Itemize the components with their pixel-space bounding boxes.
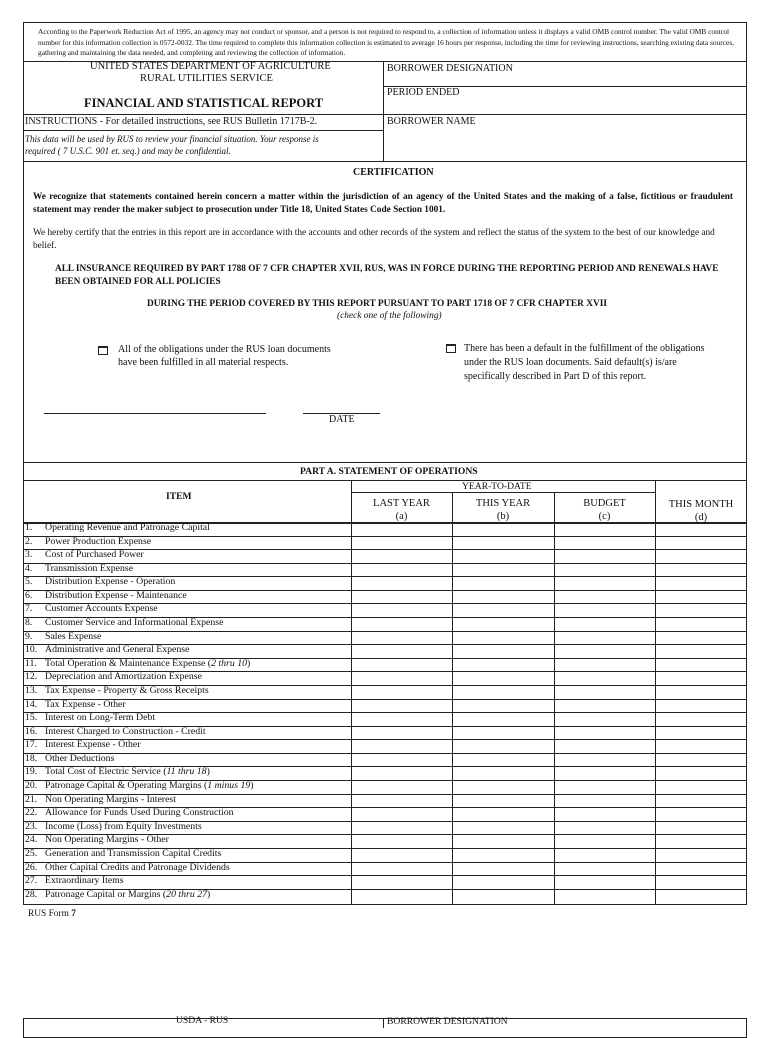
col-last-year: LAST YEAR (a) (373, 498, 430, 522)
table-cell-input[interactable] (351, 563, 452, 577)
table-cell-input[interactable] (452, 549, 554, 563)
table-row-label (45, 875, 124, 886)
row-number: 5. (25, 576, 33, 588)
row-label-text: Income (Loss) from Equity Investments (45, 820, 202, 832)
table-cell-input[interactable] (554, 739, 655, 753)
table-cell-input[interactable] (554, 671, 655, 685)
table-cell-input[interactable] (655, 834, 747, 848)
row-number: 19. (25, 766, 38, 778)
agency-line2: RURAL UTILITIES SERVICE (140, 73, 273, 84)
row-number: 17. (25, 739, 38, 751)
row-label-text: Non Operating Margins - Interest (45, 793, 176, 805)
usage-note-line2: required ( 7 U.S.C. 901 et. seq.) and may be confidential. (25, 146, 231, 156)
table-row-label (45, 671, 202, 682)
row-label-text: Interest Charged to Construction - Credit (45, 725, 206, 737)
row-number: 7. (25, 603, 33, 615)
instructions: INSTRUCTIONS - For detailed instructions, see RUS Bulletin 1717B-2. (25, 116, 318, 127)
table-cell-input[interactable] (351, 617, 452, 631)
row-label-text: Interest on Long-Term Debt (45, 712, 156, 724)
table-row-label (45, 576, 175, 587)
table-cell-input[interactable] (452, 875, 554, 889)
row-label-close: ) (207, 888, 211, 900)
part-a-title: PART A. STATEMENT OF OPERATIONS (300, 466, 478, 477)
table-row-label (45, 753, 114, 764)
table-cell-input[interactable] (554, 699, 655, 713)
row-label-text: Patronage Capital or Margins ( (45, 888, 167, 900)
table-cell-input[interactable] (351, 862, 452, 876)
table-cell-input[interactable] (554, 875, 655, 889)
row-number: 27. (25, 875, 38, 887)
row-number: 2. (25, 535, 33, 547)
paperwork-notice: According to the Paperwork Reduction Act of 1995, an agency may not conduct or sponsor, and a person is not required to respond to, a collection of information unless it displays a valid OMB control number. The valid OMB control number for this information collection is 0572-0032. The time required to complete this information collection is estimated to average 16 hours per response, including the time for reviewing instructions, searching existing data sources, gathering and maintaining the data needed, and completing and reviewing the collection of information. (38, 27, 735, 57)
row-label-text: Distribution Expense - Operation (45, 576, 176, 588)
certification-statement: We hereby certify that the entries in this report are in accordance with the accounts and other records of the system and reflect the status of the system to the best of our knowledge and belief. (33, 228, 715, 251)
table-cell-input[interactable] (452, 807, 554, 821)
table-cell-input[interactable] (351, 671, 452, 685)
form-label: RUS Form 7 (28, 909, 76, 919)
row-number: 8. (25, 617, 33, 629)
table-cell-input[interactable] (655, 536, 747, 550)
table-cell-input[interactable] (452, 821, 554, 835)
table-row-label (45, 766, 210, 777)
table-cell-input[interactable] (655, 753, 747, 767)
option2-line3: specifically described in Part D of this report. (464, 371, 647, 382)
table-row-label (45, 563, 133, 574)
row-label-text: Tax Expense - Other (45, 698, 126, 710)
table-cell-input[interactable] (452, 590, 554, 604)
table-cell-input[interactable] (452, 739, 554, 753)
row-number: 28. (25, 888, 38, 900)
row-label-text: Distribution Expense - Maintenance (45, 589, 187, 601)
row-label-text: Customer Service and Informational Expense (45, 617, 224, 629)
row-number: 12. (25, 671, 38, 683)
table-cell-input[interactable] (554, 590, 655, 604)
option1-line1: All of the obligations under the RUS loan documents (118, 344, 331, 355)
table-cell-input[interactable] (554, 821, 655, 835)
row-label-text: Allowance for Funds Used During Construction (45, 807, 234, 819)
row-label-text: Other Deductions (45, 752, 115, 764)
table-cell-input[interactable] (655, 658, 747, 672)
table-cell-input[interactable] (452, 726, 554, 740)
table-row-label (45, 794, 176, 805)
table-cell-input[interactable] (655, 549, 747, 563)
table-row-label (45, 848, 221, 859)
row-number: 26. (25, 861, 38, 873)
table-cell-input[interactable] (554, 658, 655, 672)
row-number: 3. (25, 549, 33, 561)
table-cell-input[interactable] (351, 875, 452, 889)
table-cell-input[interactable] (554, 712, 655, 726)
row-label-note: 20 thru 27 (166, 888, 207, 900)
table-cell-input[interactable] (655, 563, 747, 577)
table-cell-input[interactable] (655, 590, 747, 604)
row-label-text: Sales Expense (45, 630, 102, 642)
table-cell-input[interactable] (351, 549, 452, 563)
table-cell-input[interactable] (655, 671, 747, 685)
table-row-label (45, 712, 155, 723)
row-label-text: Extraordinary Items (45, 875, 124, 887)
table-cell-input[interactable] (452, 658, 554, 672)
table-cell-input[interactable] (554, 780, 655, 794)
row-number: 9. (25, 630, 33, 642)
period-ended-label: PERIOD ENDED (387, 87, 460, 98)
next-page-box (23, 1018, 747, 1038)
obligations-fulfilled-checkbox[interactable] (98, 346, 108, 355)
row-label-text: Transmission Expense (45, 562, 134, 574)
row-number: 14. (25, 698, 38, 710)
table-row-label (45, 821, 202, 832)
table-row-label (45, 726, 206, 737)
table-cell-input[interactable] (655, 726, 747, 740)
table-cell-input[interactable] (351, 712, 452, 726)
row-number: 18. (25, 752, 38, 764)
table-cell-input[interactable] (554, 685, 655, 699)
table-cell-input[interactable] (452, 862, 554, 876)
col-this-year: THIS YEAR (b) (475, 498, 531, 522)
row-label-close: ) (206, 766, 210, 778)
table-cell-input[interactable] (351, 576, 452, 590)
row-number: 16. (25, 725, 38, 737)
table-cell-input[interactable] (351, 780, 452, 794)
table-row-label (45, 590, 187, 601)
table-cell-input[interactable] (452, 563, 554, 577)
table-cell-input[interactable] (351, 794, 452, 808)
table-row-label (45, 685, 209, 696)
option2-line2: under the RUS loan documents. Said default(s) is/are (464, 357, 677, 368)
certification-warning: We recognize that statements contained herein concern a matter within the jurisdiction of an agency of the United States and the making of a false, fictitious or fraudulent statement may render the maker subject to prosecution under Title 18, United States Code Section 1001. (33, 192, 733, 215)
usage-note-line1: This data will be used by RUS to review your financial situation. Your response is (25, 134, 319, 144)
table-cell-input[interactable] (351, 536, 452, 550)
table-row-label (45, 699, 126, 710)
row-number: 22. (25, 807, 38, 819)
table-cell-input[interactable] (452, 603, 554, 617)
table-cell-input[interactable] (554, 563, 655, 577)
table-cell-input[interactable] (351, 658, 452, 672)
table-cell-input[interactable] (655, 821, 747, 835)
table-cell-input[interactable] (554, 794, 655, 808)
table-row-label (45, 631, 101, 642)
table-cell-input[interactable] (554, 536, 655, 550)
row-label-text: Power Production Expense (45, 535, 152, 547)
table-cell-input[interactable] (554, 631, 655, 645)
table-cell-input[interactable] (554, 576, 655, 590)
table-cell-input[interactable] (655, 875, 747, 889)
table-cell-input[interactable] (452, 712, 554, 726)
table-cell-input[interactable] (351, 739, 452, 753)
table-cell-input[interactable] (554, 862, 655, 876)
row-label-text: Patronage Capital & Operating Margins ( (45, 780, 208, 792)
table-cell-input[interactable] (655, 712, 747, 726)
row-number: 24. (25, 834, 38, 846)
table-cell-input[interactable] (351, 631, 452, 645)
table-cell-input[interactable] (655, 644, 747, 658)
table-row-label (45, 739, 140, 750)
table-cell-input[interactable] (655, 807, 747, 821)
row-label-note: 2 thru 10 (211, 657, 248, 669)
table-cell-input[interactable] (452, 889, 554, 903)
table-row-label (45, 780, 254, 791)
table-cell-input[interactable] (554, 807, 655, 821)
table-cell-input[interactable] (452, 617, 554, 631)
row-number: 15. (25, 712, 38, 724)
table-cell-input[interactable] (554, 834, 655, 848)
row-number: 21. (25, 793, 38, 805)
row-number: 6. (25, 589, 33, 601)
table-cell-input[interactable] (655, 631, 747, 645)
row-label-note: 1 minus 19 (207, 780, 251, 792)
table-cell-input[interactable] (554, 644, 655, 658)
row-number: 4. (25, 562, 33, 574)
table-cell-input[interactable] (452, 631, 554, 645)
table-cell-input[interactable] (554, 617, 655, 631)
option1-line2: have been fulfilled in all material respects. (118, 357, 289, 368)
table-cell-input[interactable] (452, 671, 554, 685)
table-cell-input[interactable] (655, 603, 747, 617)
next-page-designation: BORROWER DESIGNATION (387, 1016, 508, 1027)
table-cell-input[interactable] (452, 576, 554, 590)
default-checkbox[interactable] (446, 344, 456, 353)
table-cell-input[interactable] (655, 576, 747, 590)
table-cell-input[interactable] (452, 522, 554, 536)
insurance-statement: ALL INSURANCE REQUIRED BY PART 1788 OF 7 CFR CHAPTER XVII, RUS, WAS IN FORCE DURING THE REPORTING PERIOD AND RENEWALS HAVE BEEN OBTAINED FOR ALL POLICIES (55, 264, 719, 287)
row-label-close: ) (250, 780, 254, 792)
col-this-month: THIS MONTH (d) (668, 499, 734, 523)
check-one-note: (check one of the following) (337, 311, 442, 321)
ytd-header: YEAR-TO-DATE (462, 481, 532, 492)
row-label-note: 11 thru 18 (166, 766, 207, 778)
table-row-label (45, 603, 158, 614)
table-cell-input[interactable] (554, 603, 655, 617)
row-label-text: Non Operating Margins - Other (45, 834, 169, 846)
page-title: FINANCIAL AND STATISTICAL REPORT (84, 96, 324, 110)
table-row-label (45, 536, 151, 547)
table-row-label (45, 644, 189, 655)
row-number: 11. (25, 657, 37, 669)
table-row-label (45, 862, 230, 873)
table-cell-input[interactable] (655, 522, 747, 536)
row-label-text: Customer Accounts Expense (45, 603, 158, 615)
table-row-label (45, 617, 223, 628)
table-cell-input[interactable] (655, 848, 747, 862)
row-label-text: Operating Revenue and Patronage Capital (45, 522, 210, 533)
table-cell-input[interactable] (554, 766, 655, 780)
table-cell-input[interactable] (351, 753, 452, 767)
table-cell-input[interactable] (351, 603, 452, 617)
item-header: ITEM (166, 491, 192, 502)
row-label-text: Administrative and General Expense (45, 644, 190, 656)
table-cell-input[interactable] (351, 807, 452, 821)
row-label-text: Tax Expense - Property & Gross Receipts (45, 684, 209, 696)
table-cell-input[interactable] (452, 536, 554, 550)
table-cell-input[interactable] (554, 753, 655, 767)
row-number: 20. (25, 780, 38, 792)
row-label-text: Interest Expense - Other (45, 739, 141, 751)
period-statement: DURING THE PERIOD COVERED BY THIS REPORT PURSUANT TO PART 1718 OF 7 CFR CHAPTER XVII (147, 299, 608, 309)
table-cell-input[interactable] (452, 794, 554, 808)
table-cell-input[interactable] (351, 522, 452, 536)
row-label-text: Other Capital Credits and Patronage Dividends (45, 861, 230, 873)
row-number: 1. (25, 522, 33, 533)
table-cell-input[interactable] (554, 726, 655, 740)
table-cell-input[interactable] (655, 685, 747, 699)
option2-line1: There has been a default in the fulfillment of the obligations (464, 343, 705, 354)
table-cell-input[interactable] (554, 549, 655, 563)
table-cell-input[interactable] (655, 699, 747, 713)
row-label-text: Total Operation & Maintenance Expense ( (45, 657, 212, 669)
table-cell-input[interactable] (351, 699, 452, 713)
table-cell-input[interactable] (655, 766, 747, 780)
table-cell-input[interactable] (351, 766, 452, 780)
table-cell-input[interactable] (655, 617, 747, 631)
row-label-text: Generation and Transmission Capital Credits (45, 847, 222, 859)
table-cell-input[interactable] (452, 699, 554, 713)
table-cell-input[interactable] (452, 780, 554, 794)
table-cell-input[interactable] (452, 834, 554, 848)
table-row-label (45, 889, 210, 900)
table-cell-input[interactable] (351, 644, 452, 658)
table-cell-input[interactable] (655, 739, 747, 753)
col-budget: BUDGET (c) (583, 498, 626, 522)
table-cell-input[interactable] (452, 644, 554, 658)
table-row-label (45, 658, 250, 669)
agency-line1: UNITED STATES DEPARTMENT OF AGRICULTURE (90, 61, 331, 72)
table-cell-input[interactable] (351, 848, 452, 862)
row-number: 23. (25, 820, 38, 832)
table-cell-input[interactable] (351, 834, 452, 848)
table-cell-input[interactable] (452, 766, 554, 780)
row-number: 10. (25, 644, 38, 656)
table-cell-input[interactable] (554, 522, 655, 536)
date-label: DATE (329, 414, 355, 425)
row-number: 13. (25, 684, 38, 696)
certification-title: CERTIFICATION (353, 167, 434, 178)
table-cell-input[interactable] (351, 889, 452, 903)
borrower-name-label: BORROWER NAME (387, 116, 476, 127)
row-label-text: Cost of Purchased Power (45, 549, 144, 561)
borrower-designation-label: BORROWER DESIGNATION (387, 63, 513, 74)
signature-line[interactable] (44, 413, 266, 414)
table-cell-input[interactable] (655, 889, 747, 903)
table-cell-input[interactable] (452, 685, 554, 699)
table-cell-input[interactable] (655, 780, 747, 794)
table-row-label (45, 807, 234, 818)
next-page-agency: USDA - RUS (176, 1015, 229, 1026)
row-label-text: Depreciation and Amortization Expense (45, 671, 202, 683)
table-cell-input[interactable] (655, 862, 747, 876)
table-row-label (45, 834, 169, 845)
table-row-label (45, 522, 210, 533)
row-label-text: Total Cost of Electric Service ( (45, 766, 167, 778)
table-cell-input[interactable] (554, 848, 655, 862)
table-cell-input[interactable] (655, 794, 747, 808)
table-cell-input[interactable] (351, 726, 452, 740)
table-cell-input[interactable] (452, 753, 554, 767)
row-number: 25. (25, 847, 38, 859)
table-cell-input[interactable] (554, 889, 655, 903)
table-row-label (45, 549, 144, 560)
table-cell-input[interactable] (351, 590, 452, 604)
table-cell-input[interactable] (452, 848, 554, 862)
table-cell-input[interactable] (351, 685, 452, 699)
row-label-close: ) (247, 657, 251, 669)
table-cell-input[interactable] (351, 821, 452, 835)
